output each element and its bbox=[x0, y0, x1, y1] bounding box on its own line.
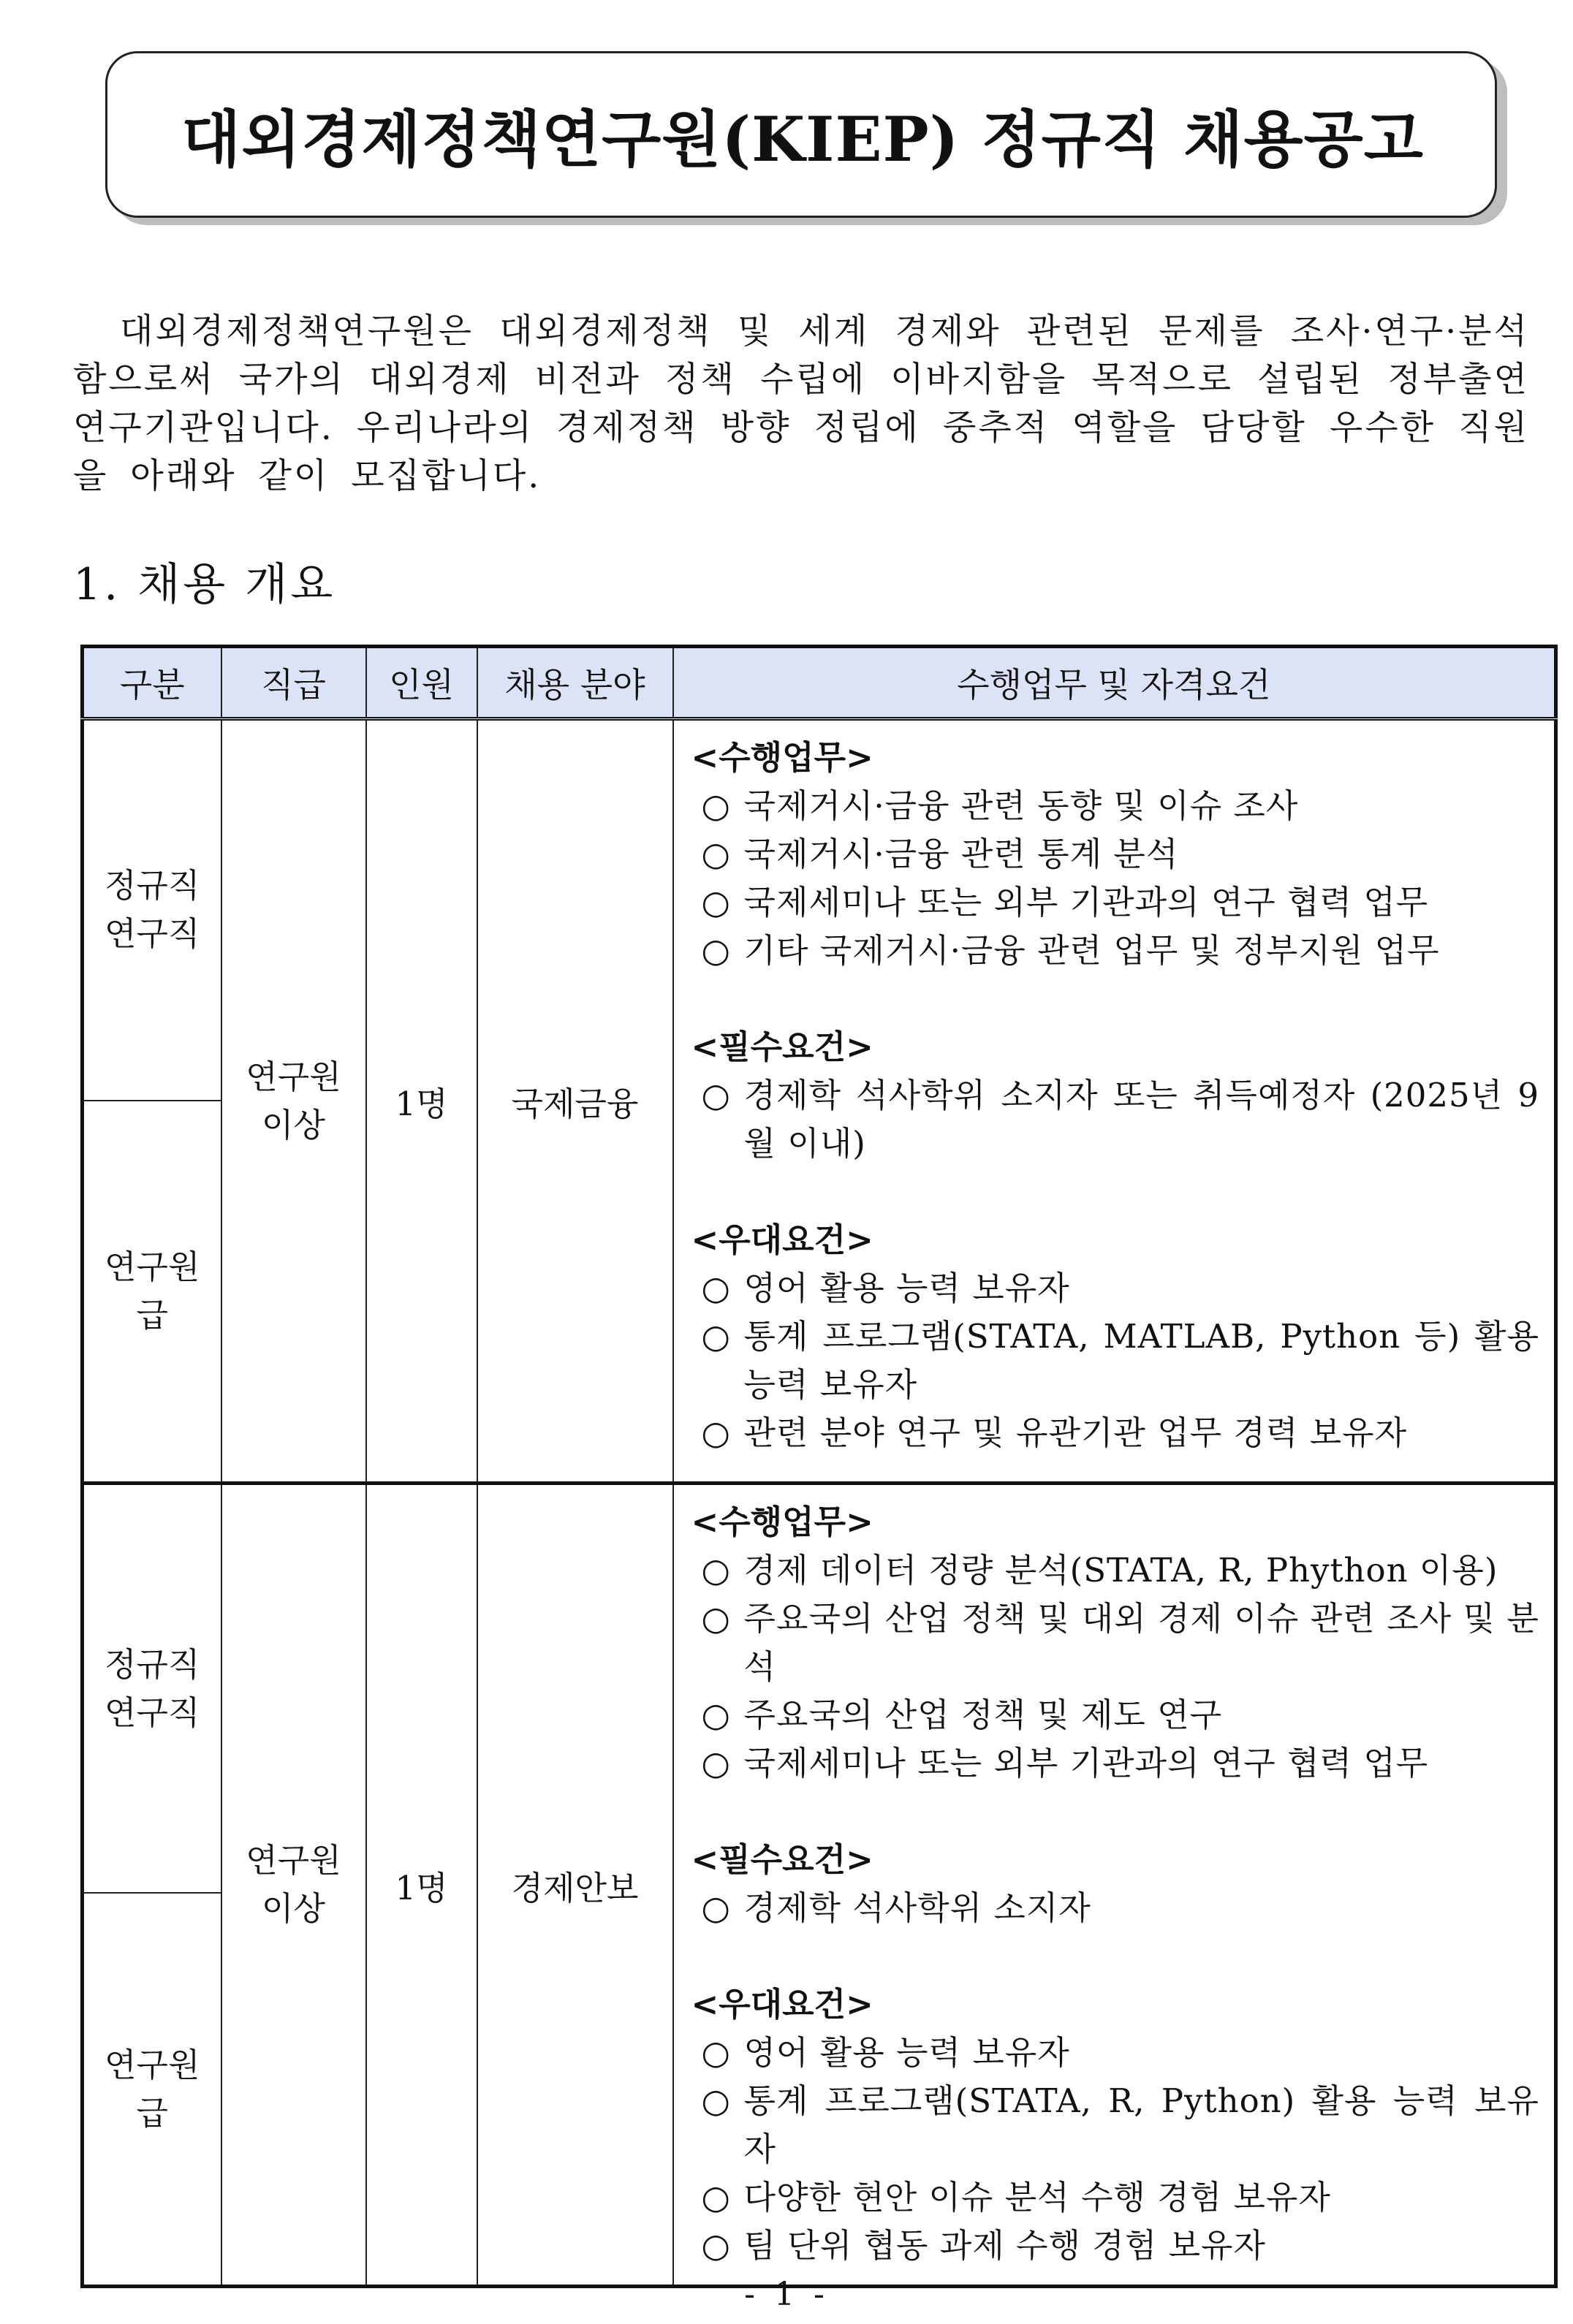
duties-title: <수행업무> bbox=[691, 738, 873, 777]
bullet-mark: ○ bbox=[701, 2178, 730, 2217]
duties-title: <수행업무> bbox=[691, 1503, 873, 1541]
required-title: <필수요건> bbox=[691, 1028, 873, 1066]
duties-text: 주요국의 산업 정책 및 대외 경제 이슈 관련 조사 및 분석 bbox=[743, 1599, 1539, 1686]
preferred-text: 관련 분야 연구 및 유관기관 업무 경력 보유자 bbox=[743, 1413, 1408, 1452]
category-researcher: 연구원 급 bbox=[83, 1101, 221, 1484]
rank-cell: 연구원 이상 bbox=[221, 719, 366, 1484]
preferred-item bbox=[691, 2029, 1540, 2077]
bullet-mark: ○ bbox=[701, 2226, 730, 2265]
duties-cell bbox=[673, 719, 1556, 1484]
preferred-text: 통계 프로그램(STATA, MATLAB, Python 등) 활용 능력 보유자 bbox=[743, 1317, 1539, 1404]
count-cell: 1명 bbox=[366, 719, 477, 1484]
page-number: - 1 - bbox=[744, 2276, 829, 2313]
preferred-item bbox=[691, 2222, 1540, 2270]
field-cell: 국제금융 bbox=[477, 719, 673, 1484]
preferred-item bbox=[691, 1264, 1540, 1313]
required-item bbox=[691, 1884, 1540, 1932]
duties-text: 국제거시·금융 관련 동향 및 이슈 조사 bbox=[743, 786, 1299, 825]
recruitment-table bbox=[80, 645, 1558, 2288]
duties-item bbox=[691, 830, 1540, 878]
count-cell: 1명 bbox=[366, 1484, 477, 2287]
category-regular: 정규직 연구직 bbox=[83, 1484, 221, 1894]
required-item bbox=[691, 1071, 1540, 1168]
header-category: 구분 bbox=[83, 647, 221, 719]
bullet-mark: ○ bbox=[701, 1551, 730, 1590]
bullet-mark: ○ bbox=[701, 2033, 730, 2072]
page-title: 대외경제정책연구원(KIEP) 정규직 채용공고 bbox=[181, 102, 1424, 175]
preferred-text: 영어 활용 능력 보유자 bbox=[743, 2033, 1070, 2072]
preferred-title: <우대요건> bbox=[691, 1985, 873, 2024]
preferred-item bbox=[691, 2077, 1540, 2173]
required-text: 경제학 석사학위 소지자 또는 취득예정자 (2025년 9월 이내) bbox=[743, 1076, 1539, 1163]
intro-paragraph: 대외경제정책연구원은 대외경제정책 및 세계 경제와 관련된 문제를 조사·연구·분석함으로써 국가의 대외경제 비전과 정책 수립에 이바지함을 목적으로 설립된 정부출연 연구기관입니다. 우리나라의 경제정책 방향 정립에 중추적 역할을 담당할 우수한 직원을 아래와 같이 모집합니다. bbox=[73, 311, 1529, 496]
section-heading: 1. 채용 개요 bbox=[73, 559, 336, 610]
bullet-mark: ○ bbox=[701, 1599, 730, 1638]
duties-item bbox=[691, 1546, 1540, 1595]
preferred-item bbox=[691, 1409, 1540, 1457]
bullet-mark: ○ bbox=[701, 835, 730, 873]
field-cell: 경제안보 bbox=[477, 1484, 673, 2287]
header-rank: 직급 bbox=[221, 647, 366, 719]
bullet-mark: ○ bbox=[701, 1076, 730, 1114]
duties-item bbox=[691, 782, 1540, 830]
bullet-mark: ○ bbox=[701, 1888, 730, 1927]
header-duties: 수행업무 및 자격요건 bbox=[673, 647, 1556, 719]
table-header-row bbox=[83, 647, 1556, 719]
category-researcher: 연구원 급 bbox=[83, 1893, 221, 2286]
duties-item bbox=[691, 1691, 1540, 1739]
bullet-mark: ○ bbox=[701, 1269, 730, 1307]
preferred-title: <우대요건> bbox=[691, 1220, 873, 1259]
header-count: 인원 bbox=[366, 647, 477, 719]
table-body bbox=[83, 719, 1556, 2287]
rank-cell: 연구원 이상 bbox=[221, 1484, 366, 2287]
duties-text: 국제세미나 또는 외부 기관과의 연구 협력 업무 bbox=[743, 883, 1429, 922]
recruitment-table-wrap bbox=[80, 645, 1554, 2288]
bullet-mark: ○ bbox=[701, 2081, 730, 2120]
bullet-mark: ○ bbox=[701, 786, 730, 825]
preferred-item bbox=[691, 2173, 1540, 2222]
duties-item bbox=[691, 927, 1540, 975]
bullet-mark: ○ bbox=[701, 931, 730, 970]
bullet-mark: ○ bbox=[701, 1695, 730, 1734]
duties-text: 경제 데이터 정량 분석(STATA, R, Phython 이용) bbox=[743, 1551, 1498, 1590]
preferred-text: 팀 단위 협동 과제 수행 경험 보유자 bbox=[743, 2226, 1266, 2265]
duties-item bbox=[691, 878, 1540, 927]
bullet-mark: ○ bbox=[701, 883, 730, 922]
duties-cell bbox=[673, 1484, 1556, 2287]
required-title: <필수요건> bbox=[691, 1840, 873, 1879]
header-field: 채용 분야 bbox=[477, 647, 673, 719]
preferred-text: 영어 활용 능력 보유자 bbox=[743, 1269, 1070, 1307]
preferred-item bbox=[691, 1313, 1540, 1409]
duties-item bbox=[691, 1739, 1540, 1788]
table-row bbox=[83, 1484, 1556, 1894]
duties-text: 기타 국제거시·금융 관련 업무 및 정부지원 업무 bbox=[743, 931, 1440, 970]
duties-item bbox=[691, 1595, 1540, 1691]
duties-text: 국제세미나 또는 외부 기관과의 연구 협력 업무 bbox=[743, 1744, 1429, 1782]
required-text: 경제학 석사학위 소지자 bbox=[743, 1888, 1091, 1927]
bullet-mark: ○ bbox=[701, 1317, 730, 1356]
table-row bbox=[83, 719, 1556, 1101]
preferred-text: 다양한 현안 이슈 분석 수행 경험 보유자 bbox=[743, 2178, 1331, 2217]
bullet-mark: ○ bbox=[701, 1413, 730, 1452]
preferred-text: 통계 프로그램(STATA, R, Python) 활용 능력 보유자 bbox=[743, 2081, 1539, 2168]
duties-text: 국제거시·금융 관련 통계 분석 bbox=[743, 835, 1179, 873]
bullet-mark: ○ bbox=[701, 1744, 730, 1782]
duties-text: 주요국의 산업 정책 및 제도 연구 bbox=[743, 1695, 1223, 1734]
category-regular: 정규직 연구직 bbox=[83, 719, 221, 1101]
